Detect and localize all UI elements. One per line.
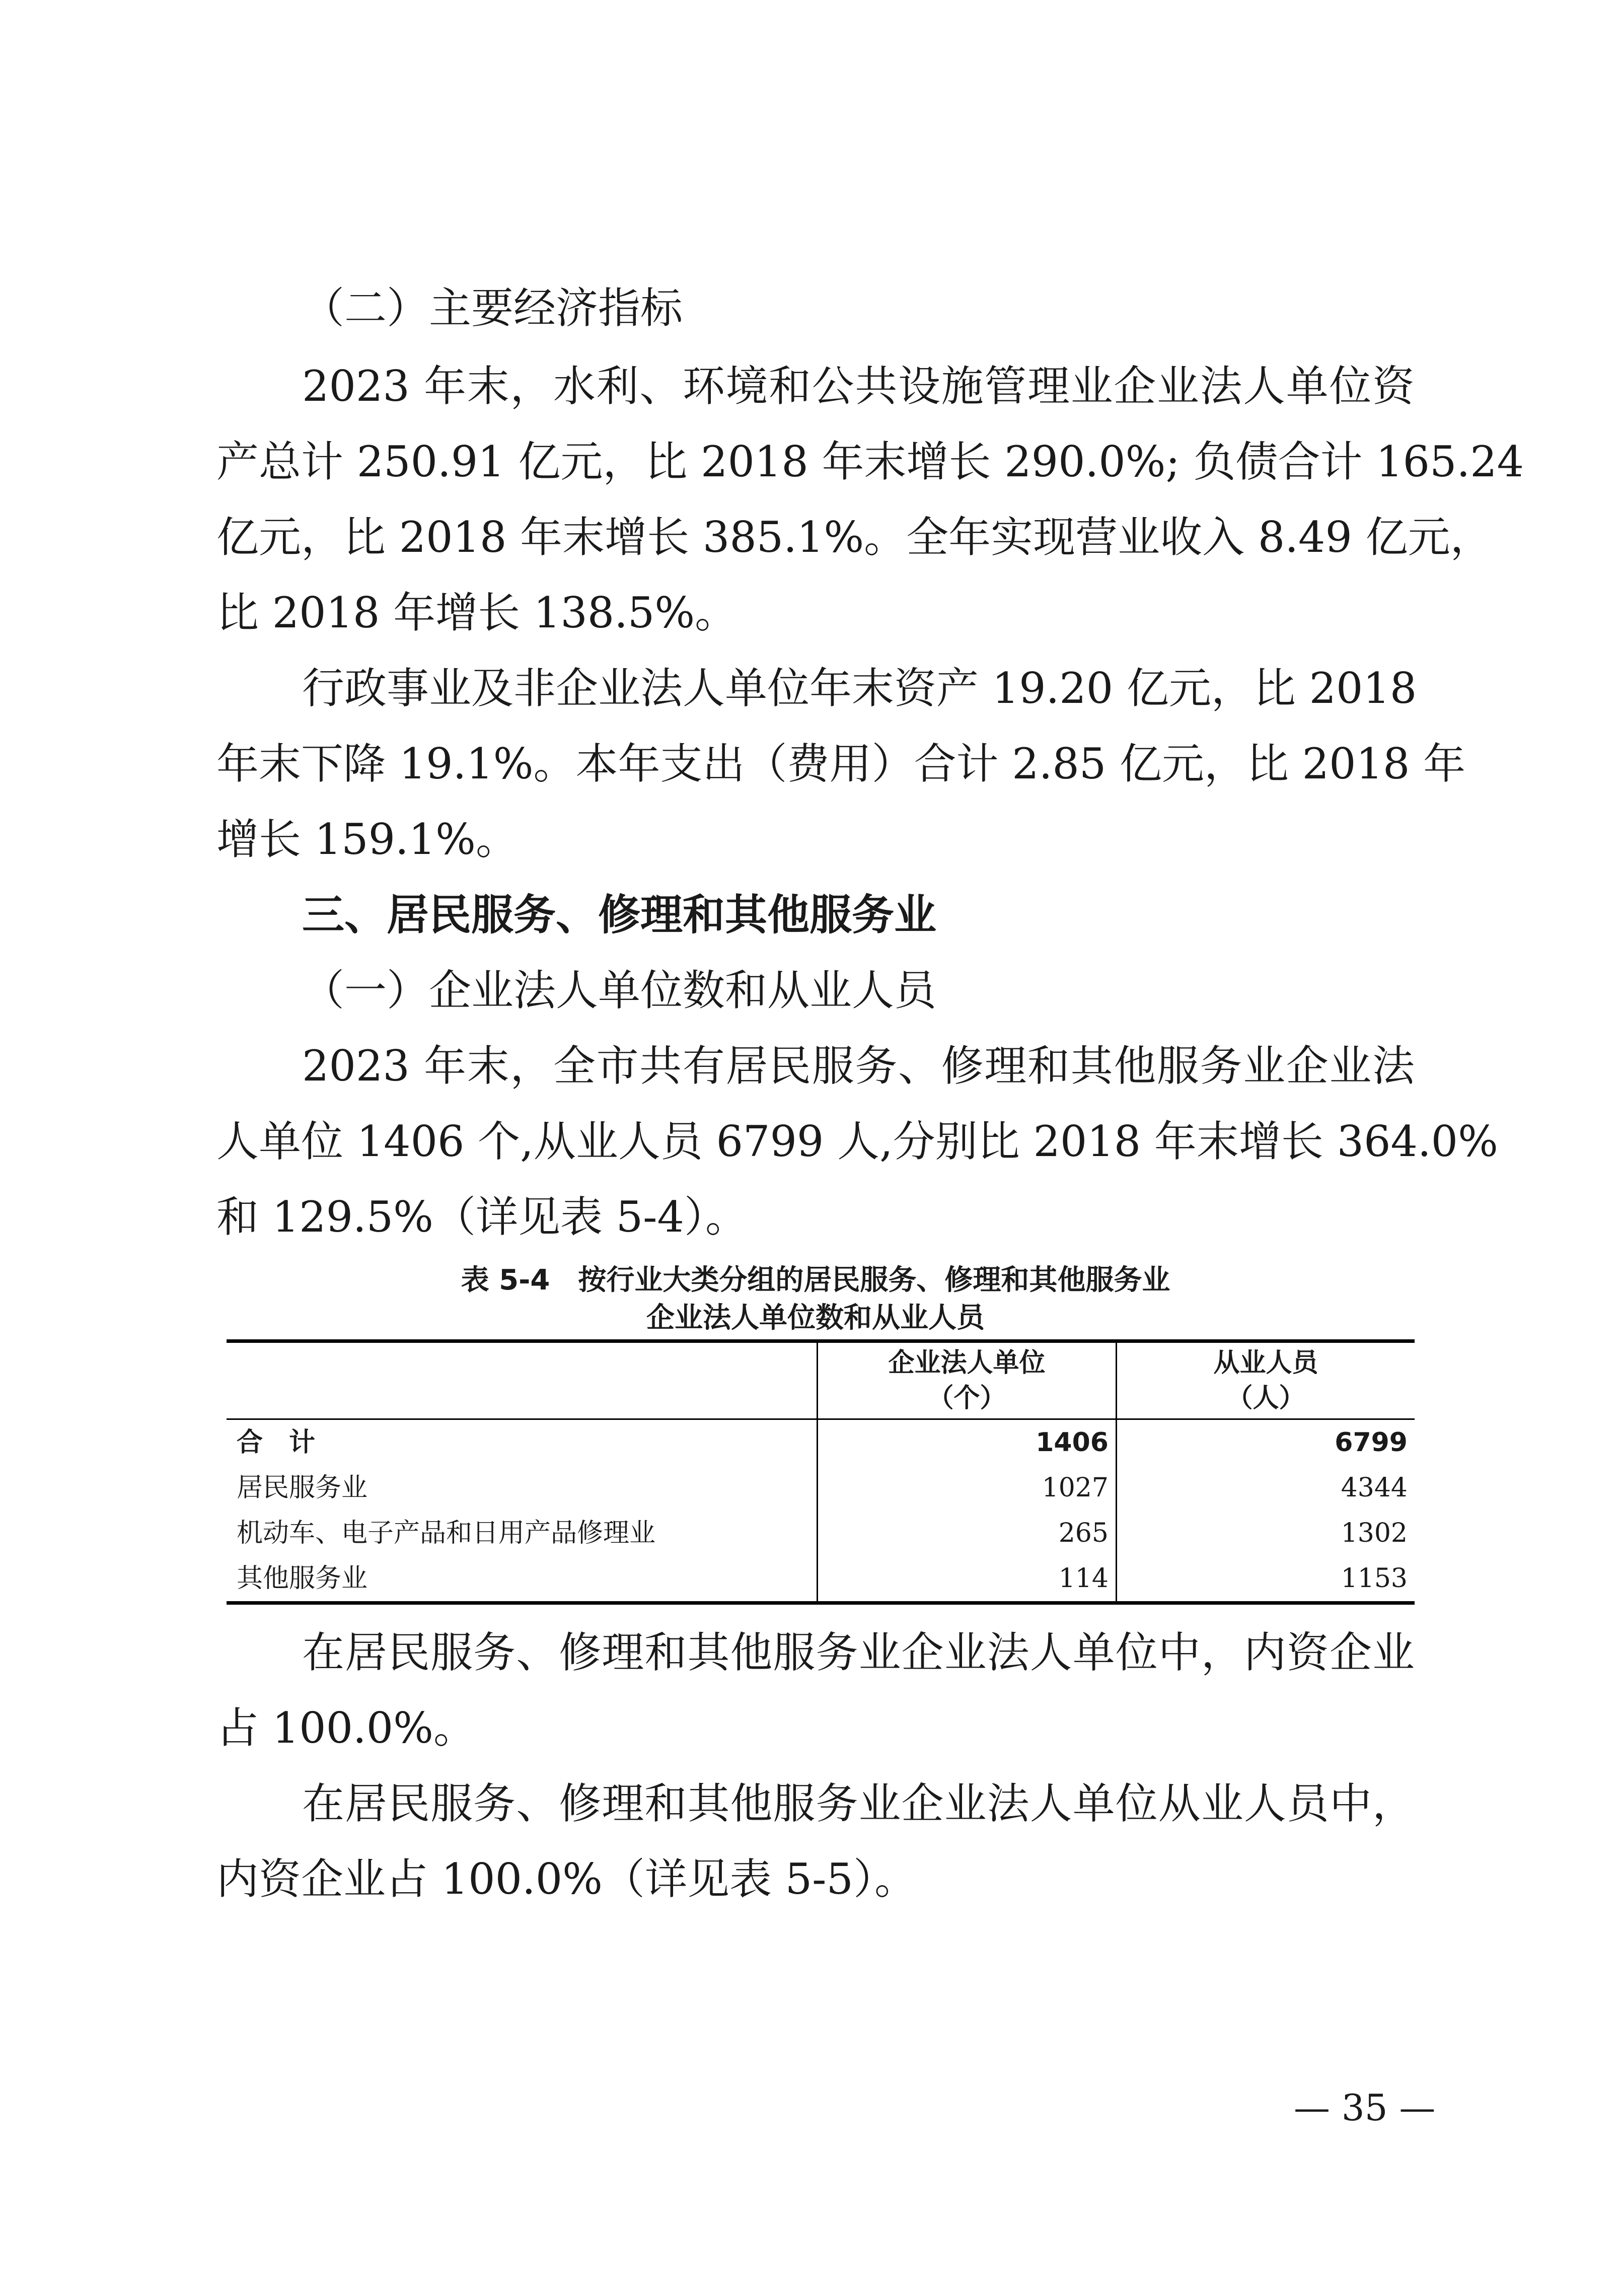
table-row-total bbox=[227, 1419, 1415, 1466]
para-3-line-3: 和 129.5%（详见表 5-4）。 bbox=[216, 1192, 748, 1242]
para-5-line-1: 在居民服务、修理和其他服务业企业法人单位从业人员中， bbox=[302, 1779, 1415, 1828]
para-1-line-4: 比 2018 年增长 138.5%。 bbox=[216, 588, 738, 637]
page-number: — 35 — bbox=[1294, 2087, 1436, 2129]
para-1-line-2: 产总计 250.91 亿元，比 2018 年末增长 290.0%; 负债合计 165.24 bbox=[216, 437, 1524, 486]
table-5-4 bbox=[227, 1339, 1415, 1605]
para-1-line-1: 2023 年末，水利、环境和公共设施管理业企业法人单位资 bbox=[302, 362, 1415, 411]
table-title-line-1: 表 5-4 按行业大类分组的居民服务、修理和其他服务业 bbox=[461, 1264, 1170, 1297]
header-staff-unit: （人） bbox=[1226, 1383, 1305, 1413]
row-staff: 6799 bbox=[1335, 1427, 1408, 1458]
para-2-line-2: 年末下降 19.1%。本年支出（费用）合计 2.85 亿元，比 2018 年 bbox=[216, 739, 1466, 788]
para-5-line-2: 内资企业占 100.0%（详见表 5-5）。 bbox=[216, 1854, 917, 1904]
row-staff: 4344 bbox=[1341, 1473, 1408, 1503]
row-staff: 1153 bbox=[1116, 1556, 1415, 1603]
section-3-heading: 三、居民服务、修理和其他服务业 bbox=[302, 890, 937, 940]
section-3-subheading: （一）企业法人单位数和从业人员 bbox=[302, 966, 937, 1015]
row-name: 居民服务业 bbox=[227, 1465, 817, 1511]
header-units-unit: （个） bbox=[927, 1383, 1006, 1413]
para-3-line-2: 人单位 1406 个,从业人员 6799 人,分别比 2018 年末增长 364.0% bbox=[216, 1117, 1498, 1166]
para-3-line-1: 2023 年末，全市共有居民服务、修理和其他服务业企业法 bbox=[302, 1041, 1415, 1091]
row-units: 1027 bbox=[817, 1465, 1116, 1511]
para-2-line-3: 增长 159.1%。 bbox=[216, 815, 518, 864]
table-title-line-2: 企业法人单位数和从业人员 bbox=[646, 1302, 985, 1334]
para-2-line-1: 行政事业及非企业法人单位年末资产 19.20 亿元，比 2018 bbox=[302, 664, 1417, 713]
header-units bbox=[817, 1341, 1116, 1419]
row-units: 114 bbox=[817, 1556, 1116, 1603]
row-staff: 1302 bbox=[1341, 1518, 1408, 1548]
table-row bbox=[227, 1465, 1415, 1511]
header-staff-label: 从业人员 bbox=[1213, 1348, 1318, 1378]
table-row bbox=[227, 1556, 1415, 1603]
header-units-label: 企业法人单位 bbox=[888, 1348, 1046, 1378]
table-header-row bbox=[227, 1341, 1415, 1419]
header-blank-cell bbox=[227, 1341, 817, 1419]
row-units: 1406 bbox=[817, 1419, 1116, 1466]
header-staff bbox=[1116, 1341, 1415, 1419]
para-1-line-3: 亿元，比 2018 年末增长 385.1%。全年实现营业收入 8.49 亿元， bbox=[216, 513, 1493, 562]
table-row bbox=[227, 1511, 1415, 1556]
row-name: 合 计 bbox=[227, 1419, 817, 1466]
para-4-line-2: 占 100.0%。 bbox=[216, 1703, 476, 1753]
row-name: 机动车、电子产品和日用产品修理业 bbox=[227, 1511, 817, 1556]
row-name: 其他服务业 bbox=[227, 1556, 817, 1603]
row-units: 265 bbox=[817, 1511, 1116, 1556]
section-2-subheading: （二）主要经济指标 bbox=[302, 283, 683, 333]
para-4-line-1: 在居民服务、修理和其他服务业企业法人单位中，内资企业 bbox=[302, 1628, 1415, 1677]
